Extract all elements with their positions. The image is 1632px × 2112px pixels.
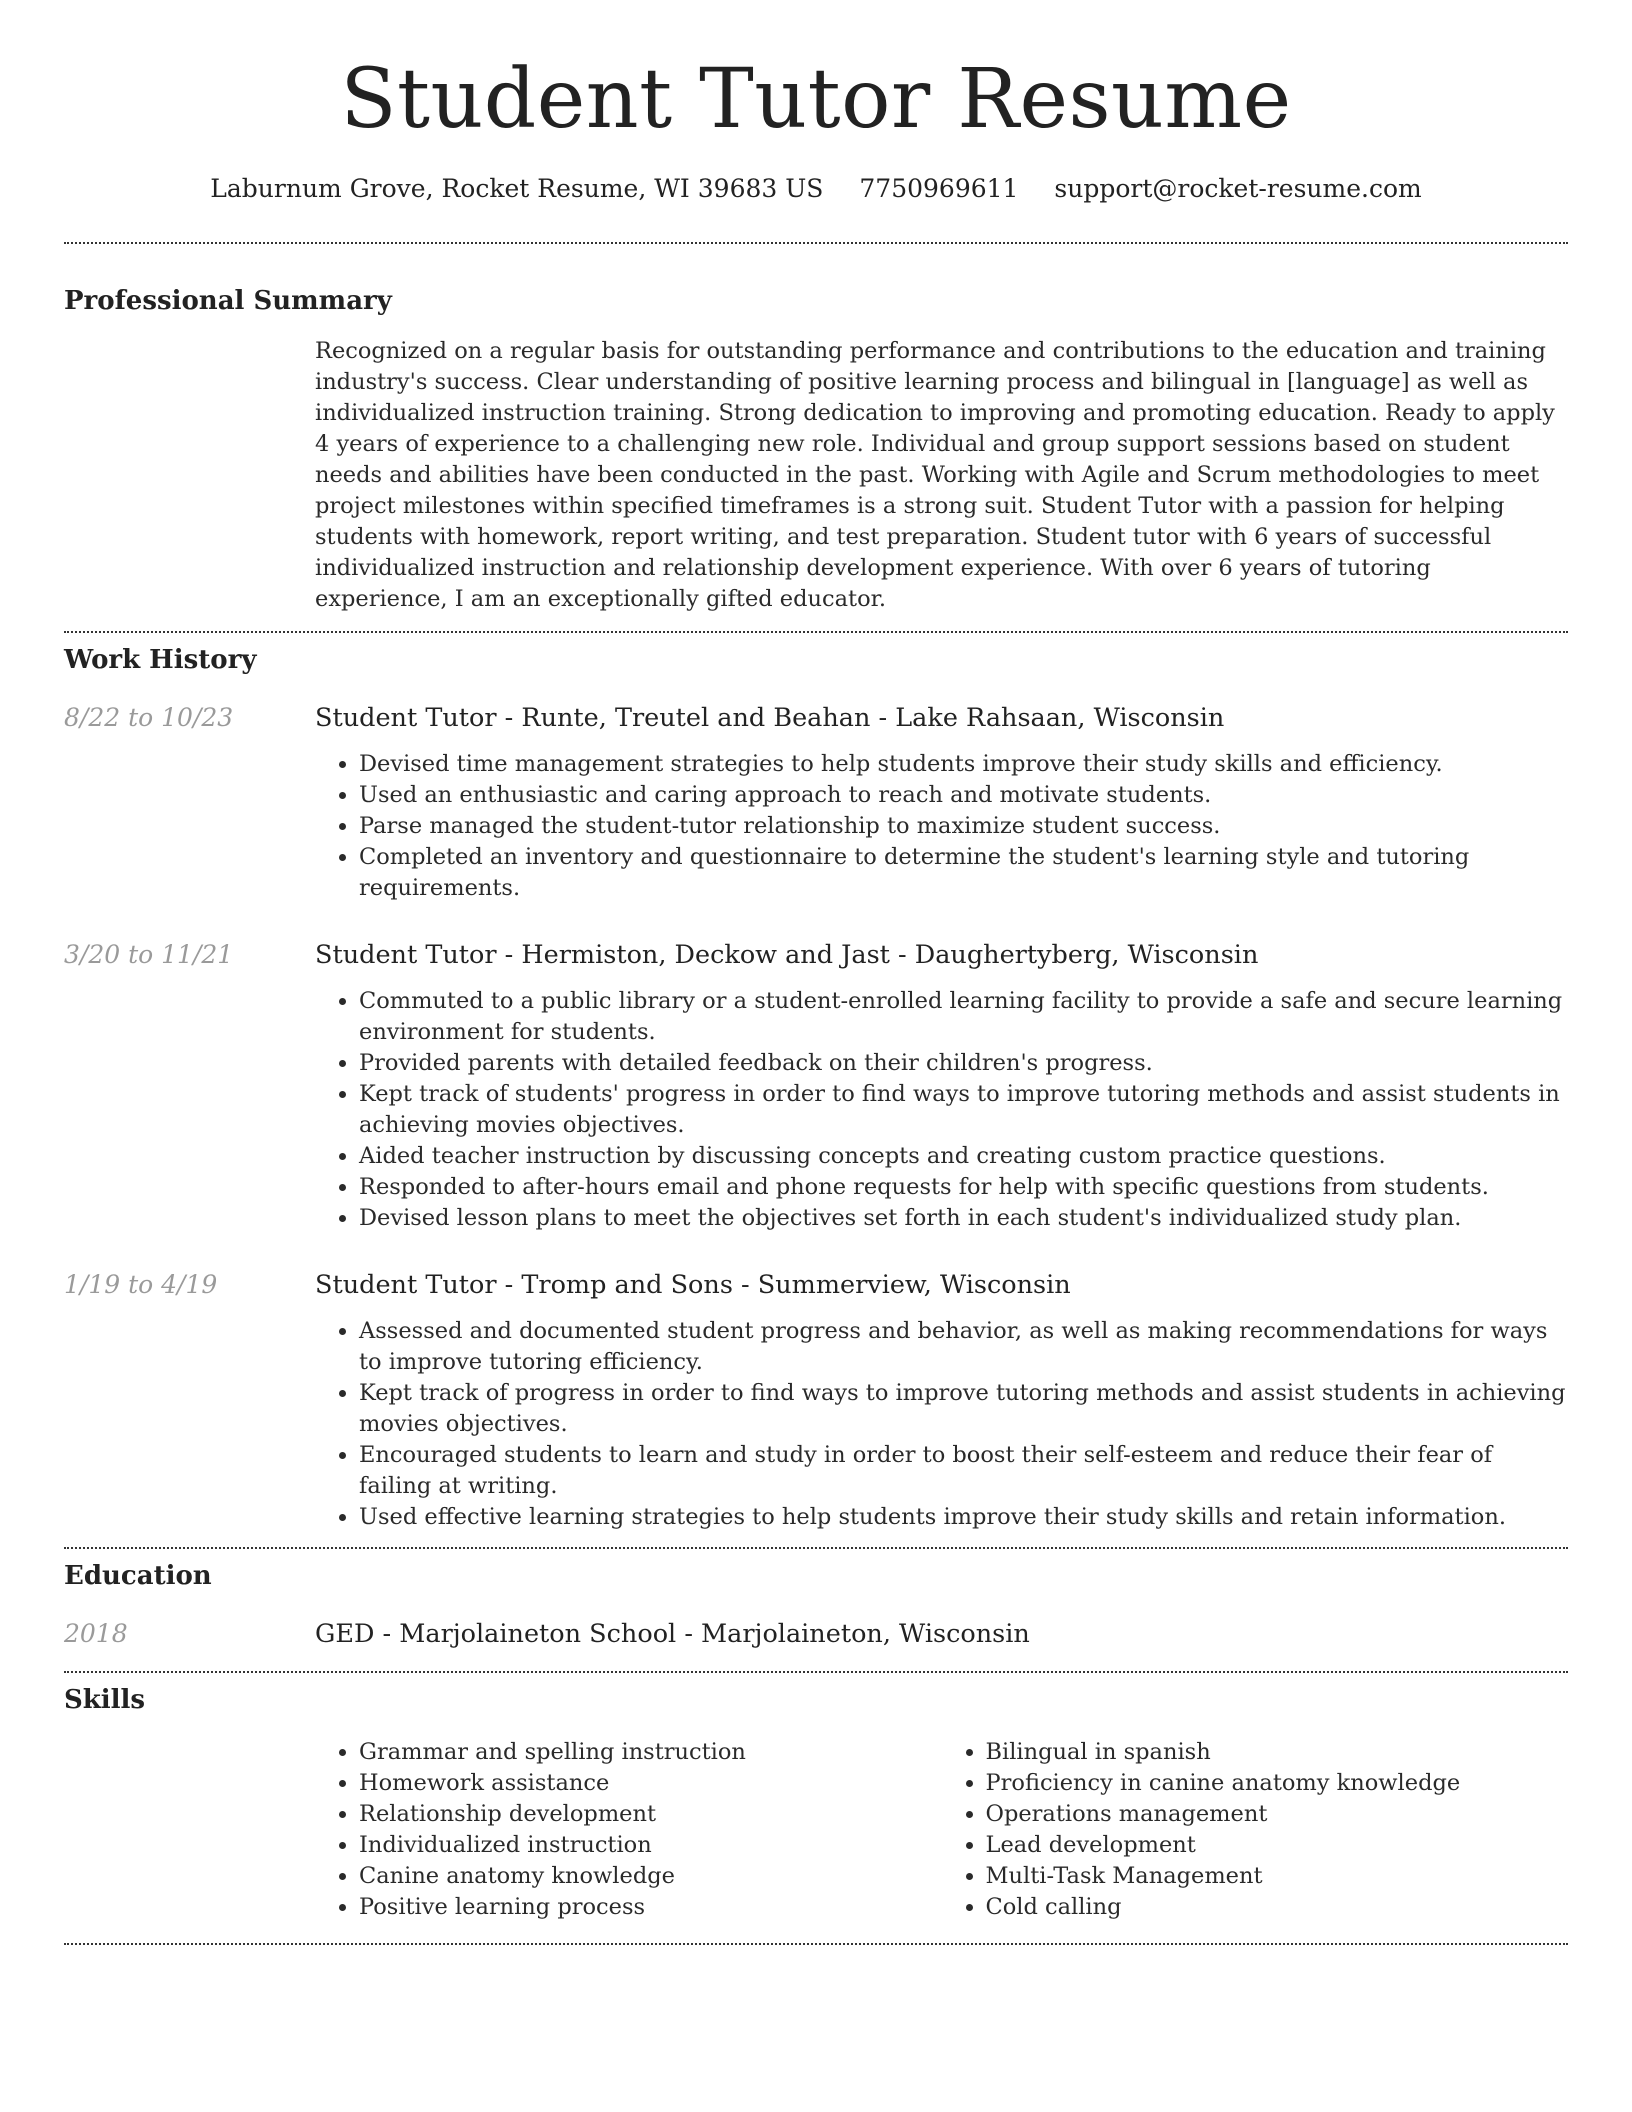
list-item: • Assessed and documented student progress and behavior, as well as making recommendations for ways to improve tutoring efficiency. — [359, 1316, 1568, 1378]
skills-section — [64, 1673, 1568, 1943]
job-entry — [64, 938, 1568, 1234]
list-item: • Operations management — [986, 1799, 1569, 1830]
list-item: • Grammar and spelling instruction — [359, 1737, 942, 1768]
summary-section — [64, 244, 1568, 631]
resume-page — [64, 0, 1568, 1945]
job-entry — [64, 701, 1568, 904]
contact-line — [64, 172, 1568, 206]
job-heading: Student Tutor - Tromp and Sons - Summerview, Wisconsin — [315, 1270, 1071, 1300]
contact-address: Laburnum Grove, Rocket Resume, WI 39683 US — [210, 174, 824, 203]
job-dates: 3/20 to 11/21 — [64, 940, 234, 969]
list-item: • Kept track of students' progress in order to find ways to improve tutoring methods and assist students in achieving movies objectives. — [359, 1079, 1568, 1141]
education-entry — [64, 1617, 1568, 1651]
job-heading: Student Tutor - Runte, Treutel and Beahan - Lake Rahsaan, Wisconsin — [315, 703, 1225, 733]
list-item: • Bilingual in spanish — [986, 1737, 1569, 1768]
job-entry — [64, 1268, 1568, 1547]
list-item: • Parse managed the student-tutor relationship to maximize student success. — [359, 811, 1568, 842]
list-item: • Responded to after-hours email and phone requests for help with specific questions from students. — [359, 1172, 1568, 1203]
job-dates: 1/19 to 4/19 — [64, 1270, 218, 1299]
list-item: • Homework assistance — [359, 1768, 942, 1799]
list-item: • Completed an inventory and questionnaire to determine the student's learning style and tutoring requirements. — [359, 842, 1568, 904]
job-dates: 8/22 to 10/23 — [64, 703, 234, 732]
list-item: • Positive learning process — [359, 1892, 942, 1923]
list-item: • Individualized instruction — [359, 1830, 942, 1861]
education-details: GED - Marjolaineton School - Marjolaineton, Wisconsin — [315, 1619, 1030, 1649]
contact-email: support@rocket-resume.com — [1054, 174, 1422, 203]
list-item: • Devised lesson plans to meet the objectives set forth in each student's individualized study plan. — [359, 1203, 1568, 1234]
summary-text: Recognized on a regular basis for outstanding performance and contributions to the education and training industry's success. Clear understanding of positive learning process and bilingual in [language] as well as individualized instruction training. Strong dedication to improving and promoting education. Ready to apply 4 years of experience to a challenging new role. Individual and group support sessions based on student needs and abilities have been conducted in the past. Working with Agile and Scrum methodologies to meet project milestones within specified timeframes is a strong suit. Student Tutor with a passion for helping students with homework, report writing, and test preparation. Student tutor with 6 years of successful individualized instruction and relationship development experience. With over 6 years of tutoring experience, I am an exceptionally gifted educator. — [315, 338, 1555, 612]
list-item: • Commuted to a public library or a student-enrolled learning facility to provide a safe and secure learning environment for students. — [359, 986, 1568, 1048]
job-bullets — [315, 749, 1568, 904]
work-section — [64, 633, 1568, 1547]
list-item: • Used an enthusiastic and caring approach to reach and motivate students. — [359, 780, 1568, 811]
list-item: • Used effective learning strategies to help students improve their study skills and retain information. — [359, 1502, 1568, 1533]
job-heading: Student Tutor - Hermiston, Deckow and Jast - Daughertyberg, Wisconsin — [315, 940, 1259, 970]
list-item: • Lead development — [986, 1830, 1569, 1861]
education-heading: Education — [64, 1561, 212, 1591]
list-item: • Provided parents with detailed feedback on their children's progress. — [359, 1048, 1568, 1079]
skills-heading: Skills — [64, 1685, 146, 1715]
list-item: • Canine anatomy knowledge — [359, 1861, 942, 1892]
education-year: 2018 — [64, 1619, 128, 1648]
list-item: • Proficiency in canine anatomy knowledge — [986, 1768, 1569, 1799]
list-item: • Encouraged students to learn and study in order to boost their self-esteem and reduce their fear of failing at writing. — [359, 1440, 1568, 1502]
list-item: • Cold calling — [986, 1892, 1569, 1923]
list-item: • Relationship development — [359, 1799, 942, 1830]
divider — [64, 1943, 1568, 1945]
skills-list-right — [942, 1737, 1569, 1923]
list-item: • Devised time management strategies to help students improve their study skills and efficiency. — [359, 749, 1568, 780]
job-bullets — [315, 1316, 1568, 1533]
list-item: • Multi-Task Management — [986, 1861, 1569, 1892]
education-section — [64, 1549, 1568, 1671]
resume-title: Student Tutor Resume — [340, 52, 1292, 147]
job-bullets — [315, 986, 1568, 1234]
list-item: • Aided teacher instruction by discussing concepts and creating custom practice questions. — [359, 1141, 1568, 1172]
summary-heading: Professional Summary — [64, 286, 392, 316]
list-item: • Kept track of progress in order to find ways to improve tutoring methods and assist students in achieving movies objectives. — [359, 1378, 1568, 1440]
work-heading: Work History — [64, 645, 257, 675]
skills-list-left — [315, 1737, 942, 1923]
contact-phone: 7750969611 — [859, 174, 1019, 203]
skills-columns — [315, 1737, 1568, 1923]
